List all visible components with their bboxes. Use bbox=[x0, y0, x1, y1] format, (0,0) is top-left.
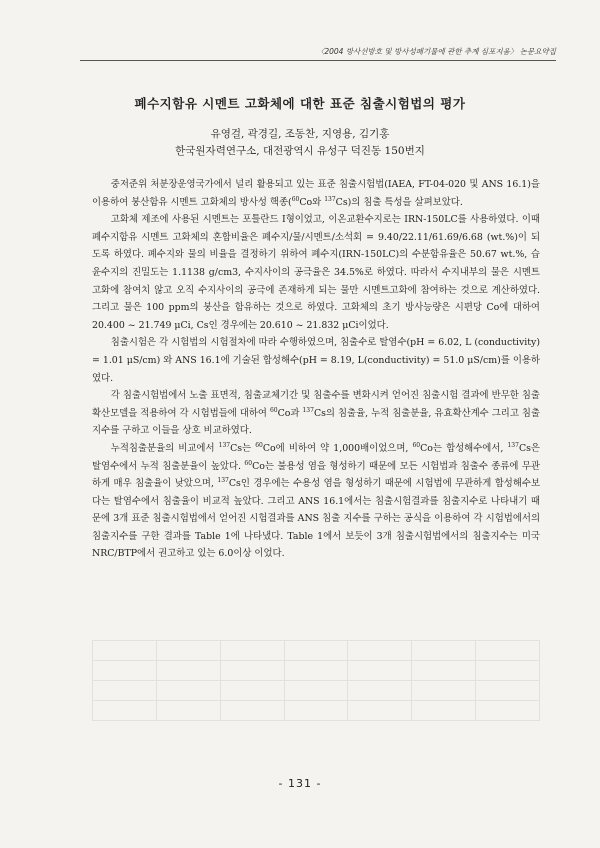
header-rule bbox=[80, 60, 556, 61]
paragraph-3: 침출시험은 각 시험법의 시험절차에 따라 수행하였으며, 침출수로 탈염수(pH = 6.02, L (conductivity) = 1.01 μS/cm) 와 ANS 16.1에 기술된 합성해수(pH = 8.19, L(conductivity) = 51.0 μS/cm)를 이용하였다. bbox=[92, 337, 540, 384]
page-number: - 131 - bbox=[278, 777, 322, 790]
abstract-body bbox=[92, 176, 540, 563]
affiliation: 한국원자력연구소, 대전광역시 유성구 덕진동 150번지 bbox=[175, 145, 425, 157]
paper-title: 폐수지함유 시멘트 고화체에 대한 표준 침출시험법의 평가 bbox=[134, 96, 466, 111]
paragraph-2: 고화체 제조에 사용된 시멘트는 포틀란드 I형이었고, 이온교환수지로는 IRN-150LC를 사용하였다. 이때 폐수지함유 시멘트 고화체의 혼합비율은 폐수지/물/시멘트/소석회 = 9.40/22.11/61.69/6.68 (wt.%)이 되도록 하였다. 폐수지와 물의 비율을 결정하기 위하여 폐수지(IRN-150LC)의 수분함유율은 50.67 wt.%, 습윤수지의 진밀도는 1.1138 g/cm3, 수지사이의 공극율은 34.5%로 하였다. 따라서 수지내부의 물은 시멘트 고화에 참여치 않고 오직 수지사이의 공극에 존재하게 되는 물만 시멘트고화에 참여하는 것으로 계산하였다. 그리고 물은 100 ppm의 붕산을 함유하는 것으로 하였다. 고화체의 초기 방사능량은 시편당 Co에 대하여 20.400 ~ 21.749 μCi, Cs인 경우에는 20.610 ~ 21.832 μCi이었다. bbox=[92, 214, 540, 331]
author-list: 유영걸, 곽경길, 조동찬, 지영용, 김기홍 bbox=[210, 128, 390, 140]
bleed-through-table bbox=[92, 640, 540, 736]
paragraph-5: 누적침출분율의 비교에서 $^{137}$Cs는 $^{60}$Co에 비하여 약 1,000배이었으며, $^{60}$Co는 합성해수에서, $^{137}$Cs은 탈염수에서 누적 침출분율이 높았다. $^{60}$Co는 불용성 염을 형성하기 때문에 모든 시험법과 침출수 종류에 무관하게 매우 침출율이 낮았으며, $^{137}$Cs인 경우에는 수용성 염을 형성하기 때문에 시험법에 무관하게 합성해수보다는 탈염수에서 침출율이 비교적 높았다. 그리고 ANS 16.1에서는 침출시험결과를 침출지수로 나타내기 때문에 3개 표준 침출시험법에서 얻어진 시험결과를 ANS 침출 지수를 구하는 공식을 이용하여 각 시험법에서의 침출지수를 구한 결과를 Table 1에 나타냈다. Table 1에서 보듯이 3개 침출시험법에서의 침출지수는 미국 NRC/BTP에서 권고하고 있는 6.0이상 이었다. bbox=[92, 441, 541, 560]
paragraph-1: 중저준위 처분장운영국가에서 널리 활용되고 있는 표준 침출시험법(IAEA, FT-04-020 및 ANS 16.1)을 이용하여 붕산함유 시멘트 고화체의 방사성 핵종($^{60}$Co와 $^{137}$Cs)의 침출 특성을 살펴보았다. bbox=[92, 179, 540, 208]
paragraph-4: 각 침출시험법에서 노출 표면적, 침출교체기간 및 침출수를 변화시켜 얻어진 침출시험 결과에 반무한 침출 확산모델을 적용하여 각 시험법들에 대하여 $^{60}$Co과 $^{137}$Cs의 침출율, 누적 침출분율, 유효확산계수 그리고 침출지수를 구하고 이들을 상호 비교하였다. bbox=[92, 390, 540, 437]
running-header: 〈2004 방사선방호 및 방사성폐기물에 관한 추계 심포지움〉 논문요약집 bbox=[316, 47, 556, 56]
